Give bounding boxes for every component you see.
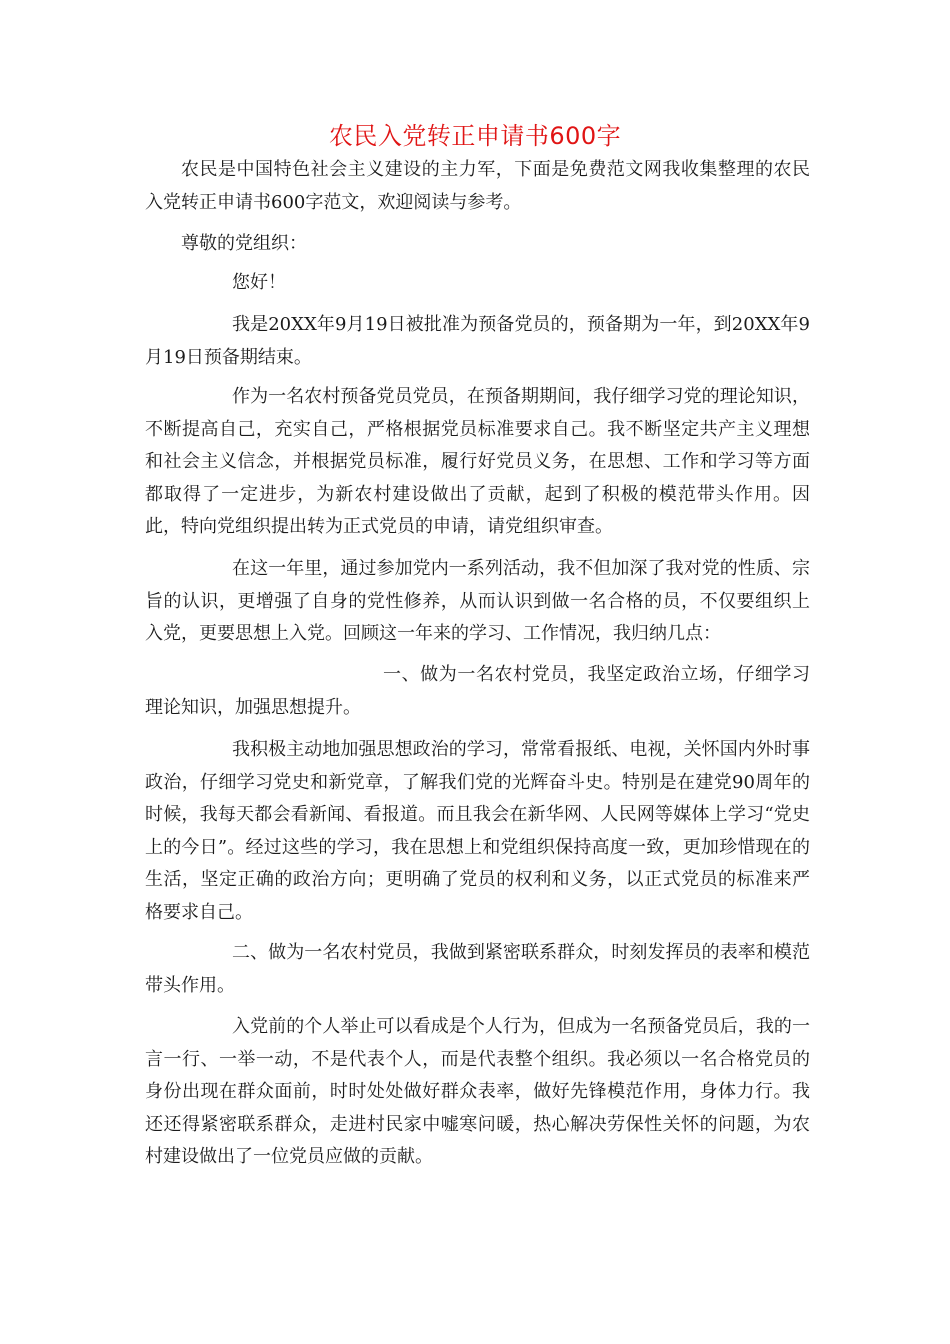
body-paragraph-1: 我是20XX年9月19日被批准为预备党员的，预备期为一年，到20XX年9月19日预备期结束。 — [145, 314, 810, 368]
body-paragraph-5: 入党前的个人举止可以看成是个人行为，但成为一名预备党员后，我的一言一行、一举一动，不是代表个人，而是代表整个组织。我必须以一名合格党员的身份出现在群众面前，时时处处做好群众表率，做好先锋模范作用，身体力行。我还还得紧密联系群众，走进村民家中嘘寒问暖，热心解决劳保性关怀的问题，为农村建设做出了一位党员应做的贡献。 — [145, 1016, 810, 1167]
intro-paragraph: 农民是中国特色社会主义建设的主力军，下面是免费范文网我收集整理的农民入党转正申请书600字范文，欢迎阅读与参考。 — [145, 159, 810, 213]
document-title: 农民入党转正申请书600字 — [328, 122, 622, 150]
body-paragraph-3: 在这一年里，通过参加党内一系列活动，我不但加深了我对党的性质、宗旨的认识，更增强了自身的党性修养，从而认识到做一名合格的员，不仅要组织上入党，更要思想上入党。回顾这一年来的学习、工作情况，我归纳几点： — [145, 558, 810, 644]
body-paragraph-2: 作为一名农村预备党员党员，在预备期期间，我仔细学习党的理论知识，不断提高自己，充实自己，严格根据党员标准要求自己。我不断坚定共产主义理想和社会主义信念，并根据党员标准，履行好党员义务，在思想、工作和学习等方面都取得了一定进步，为新农村建设做出了贡献，起到了积极的模范带头作用。因此，特向党组织提出转为正式党员的申请，请党组织审查。 — [145, 386, 810, 537]
greeting: 您好！ — [232, 272, 286, 293]
section-heading-1: 一、做为一名农村党员，我坚定政治立场，仔细学习理论知识，加强思想提升。 — [145, 664, 810, 718]
salutation: 尊敬的党组织： — [181, 233, 307, 254]
section-heading-2: 二、做为一名农村党员，我做到紧密联系群众，时刻发挥员的表率和模范带头作用。 — [145, 942, 810, 996]
body-paragraph-4: 我积极主动地加强思想政治的学习，常常看报纸、电视，关怀国内外时事政治，仔细学习党史和新党章，了解我们党的光辉奋斗史。特别是在建党90周年的时候，我每天都会看新闻、看报道。而且我会在新华网、人民网等媒体上学习“党史上的今日”。经过这些的学习，我在思想上和党组织保持高度一致，更加珍惜现在的生活，坚定正确的政治方向；更明确了党员的权利和义务，以正式党员的标准来严格要求自己。 — [145, 739, 810, 923]
